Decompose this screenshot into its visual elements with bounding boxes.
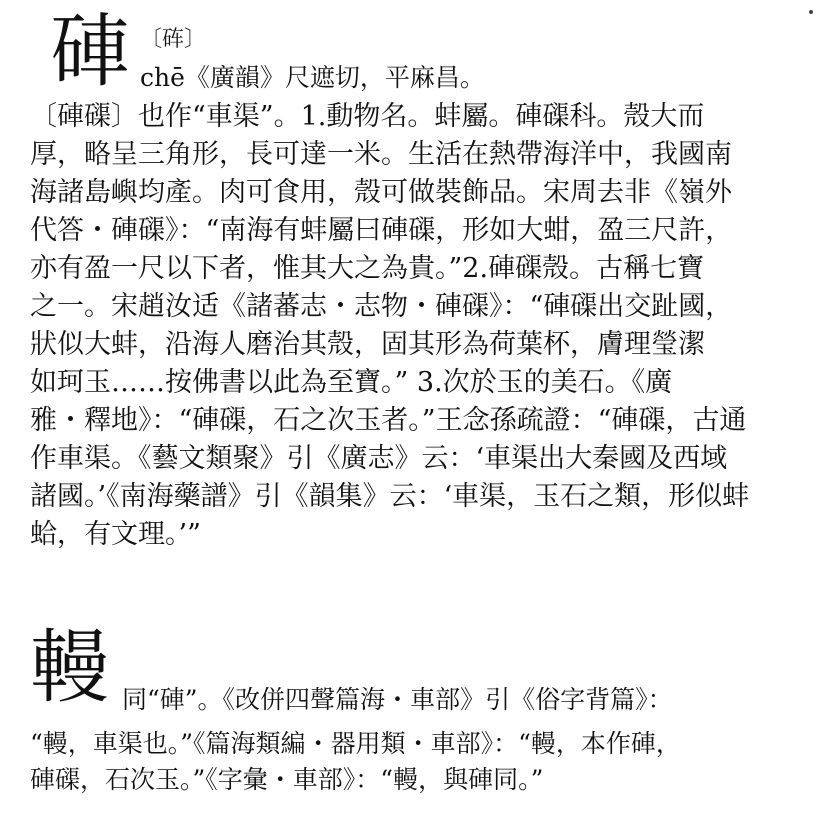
definition-line: 如珂玉……按佛書以此為至寶。” 3.次於玉的美石。《廣 [30, 367, 673, 398]
pronunciation: chē《廣韻》尺遮切，平麻昌。 [140, 63, 485, 92]
definition-line: 〔硨磲〕也作“車渠”。1.動物名。蚌屬。硨磲科。殼大而 [30, 101, 705, 132]
definition-line: 之一。宋趙汝适《諸蕃志・志物・硨磲》：“硨磲出交趾國， [30, 291, 733, 322]
head-character: 硨 [50, 5, 130, 98]
simplified-variant: 〔砗〕 [140, 27, 207, 52]
corner-mark [809, 10, 813, 14]
head-character: 䡬 [30, 621, 110, 714]
definition-line: 海諸島嶼均產。肉可食用，殼可做裝飾品。宋周去非《嶺外 [30, 177, 732, 208]
definition-lead: 同“硨”。《改併四聲篇海・車部》引《俗字背篇》： [122, 685, 673, 714]
definition-line: 諸國。’《南海藥譜》引《韻集》云：‘車渠，玉石之類，形似蚌 [30, 481, 750, 512]
definition-line: 硨磲，石次玉。”《字彙・車部》：“䡬，與硨同。” [30, 765, 544, 794]
definition-line: 代答・硨磲》：“南海有蚌屬曰硨磲，形如大蚶，盈三尺許， [30, 215, 733, 246]
definition-line: 作車渠。《藝文類聚》引《廣志》云：‘車渠出大秦國及西域 [30, 443, 728, 474]
definition-line: 厚，略呈三角形，長可達一米。生活在熱帶海洋中，我國南 [30, 139, 732, 170]
definition-line: 雅・釋地》：“硨磲，石之次玉者。”王念孫疏證：“硨磲，古通 [30, 405, 747, 436]
definition-line: 狀似大蚌，沿海人磨治其殼，固其形為荷葉杯，膚理瑩潔 [30, 329, 705, 360]
definition-line: 亦有盈一尺以下者，惟其大之為貴。”2.硨磲殼。古稱七寶 [30, 253, 705, 284]
definition-line: 蛤，有文理。’” [30, 519, 201, 550]
definition-line: “䡬，車渠也。”《篇海類編・器用類・車部》：“䡬，本作硨， [30, 729, 681, 758]
